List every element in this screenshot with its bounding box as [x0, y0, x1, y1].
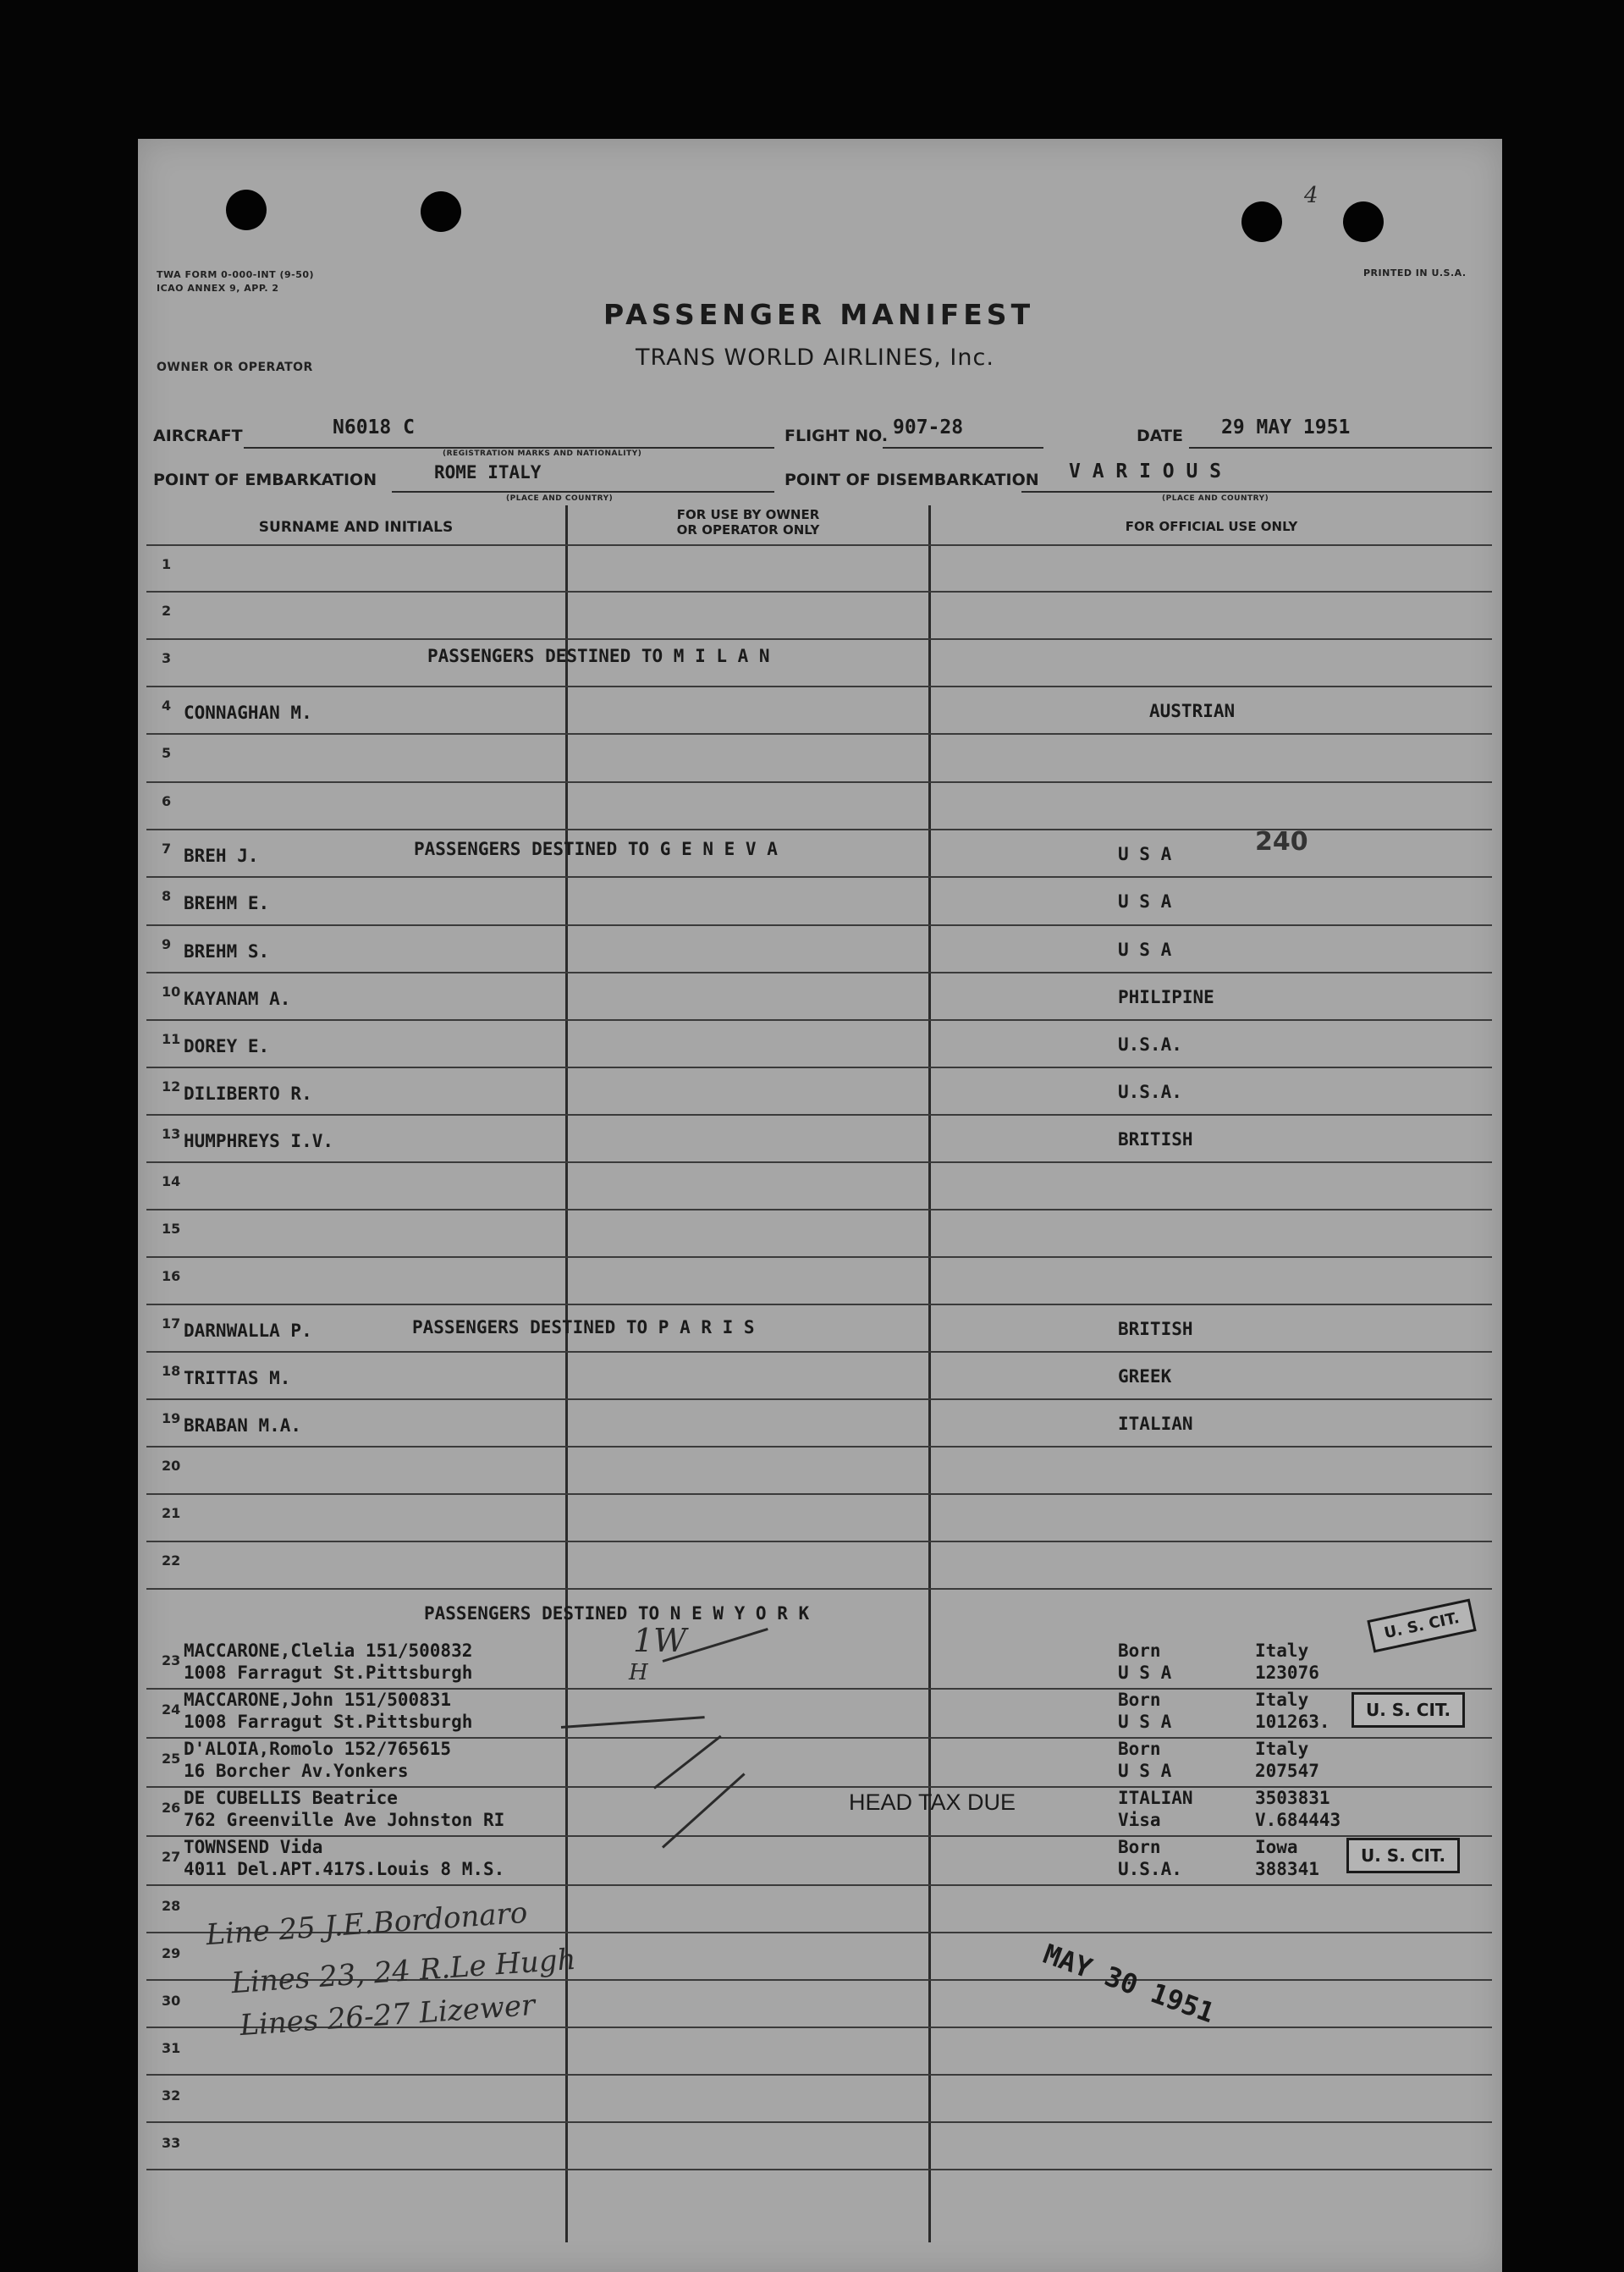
nationality: U S A	[1118, 940, 1172, 960]
table-row	[146, 638, 1492, 687]
official-entry: Visa	[1118, 1810, 1161, 1830]
official-entry: Born	[1118, 1641, 1161, 1661]
row-number: 7	[162, 841, 172, 857]
passenger-name: DOREY E.	[184, 1036, 270, 1056]
row-number: 13	[162, 1126, 181, 1142]
passenger-name: DILIBERTO R.	[184, 1084, 312, 1104]
table-row	[146, 1446, 1492, 1495]
nationality: BRITISH	[1118, 1129, 1193, 1150]
row-number: 15	[162, 1221, 181, 1237]
uscit-stamp-1: U. S. CIT.	[1367, 1599, 1476, 1653]
table-row	[146, 1161, 1492, 1210]
table-row	[146, 1351, 1492, 1400]
table-row	[146, 1786, 1492, 1837]
passenger-name: TRITTAS M.	[184, 1368, 291, 1388]
table-row	[146, 876, 1492, 926]
disembark-caption: (PLACE AND COUNTRY)	[1162, 494, 1269, 503]
table-row	[146, 2121, 1492, 2170]
passenger-name: BREH J.	[184, 846, 259, 866]
row-number: 22	[162, 1552, 181, 1569]
table-row	[146, 924, 1492, 973]
col-official: FOR OFFICIAL USE ONLY	[1125, 519, 1298, 534]
manifest-sheet	[138, 139, 1502, 2272]
row-number: 26	[162, 1800, 181, 1816]
table-row	[146, 1688, 1492, 1739]
official-entry: Born	[1118, 1739, 1161, 1759]
table-row	[146, 544, 1492, 593]
row-number: 25	[162, 1751, 181, 1767]
section-paris: PASSENGERS DESTINED TO P A R I S	[412, 1317, 755, 1337]
official-entry: Italy	[1255, 1641, 1309, 1661]
passenger-address: 4011 Del.APT.417S.Louis 8 M.S.	[184, 1859, 505, 1879]
nationality: ITALIAN	[1118, 1414, 1193, 1434]
head-tax-due: HEAD TAX DUE	[849, 1789, 1016, 1815]
official-entry: 123076	[1255, 1663, 1319, 1683]
official-entry: 388341	[1255, 1859, 1319, 1879]
row-number: 6	[162, 793, 172, 809]
form-id: TWA FORM 0-000-INT (9-50)	[157, 269, 315, 280]
col-owner-2: OR OPERATOR ONLY	[676, 522, 820, 538]
table-row	[146, 1737, 1492, 1788]
row-number: 19	[162, 1410, 181, 1426]
row-number: 30	[162, 1993, 181, 2009]
aircraft-caption: (REGISTRATION MARKS AND NATIONALITY)	[443, 449, 642, 458]
official-entry: U S A	[1118, 1712, 1172, 1732]
nationality: GREEK	[1118, 1366, 1172, 1387]
official-entry: U S A	[1118, 1761, 1172, 1781]
embark-caption: (PLACE AND COUNTRY)	[506, 494, 614, 503]
col-owner-1: FOR USE BY OWNER	[676, 507, 820, 522]
table-row	[146, 1067, 1492, 1116]
passenger-address: 762 Greenville Ave Johnston RI	[184, 1810, 505, 1830]
row-number: 24	[162, 1701, 181, 1718]
passenger-address: 16 Borcher Av.Yonkers	[184, 1761, 409, 1781]
row-number: 10	[162, 984, 181, 1000]
embark-label: POINT OF EMBARKATION	[153, 471, 377, 489]
passenger-name: BRABAN M.A.	[184, 1415, 302, 1436]
passenger-name: CONNAGHAN M.	[184, 703, 312, 723]
passenger-name: TOWNSEND Vida	[184, 1837, 323, 1857]
punch-hole-center	[421, 191, 461, 232]
table-row	[146, 1639, 1492, 1690]
received-date-stamp: MAY 30 1951	[1039, 1938, 1219, 2030]
geneva-number: 240	[1255, 827, 1308, 857]
row-number: 23	[162, 1652, 181, 1668]
table-row	[146, 1493, 1492, 1542]
official-entry: V.684443	[1255, 1810, 1341, 1830]
passenger-name: MACCARONE,John 151/500831	[184, 1690, 452, 1710]
handwritten-line-30: Lines 26-27 Lizewer	[239, 1988, 537, 2043]
col-surname: SURNAME AND INITIALS	[258, 519, 454, 536]
table-row	[146, 781, 1492, 830]
table-row	[146, 2074, 1492, 2123]
nationality: U.S.A.	[1118, 1034, 1182, 1055]
passenger-name: HUMPHREYS I.V.	[184, 1131, 334, 1151]
flight-label: FLIGHT NO.	[784, 427, 889, 445]
uscit-stamp-2: U. S. CIT.	[1351, 1692, 1465, 1728]
row-number: 21	[162, 1505, 181, 1521]
official-entry: 101263.	[1255, 1712, 1330, 1732]
handwritten-line-28: Line 25 J.E.Bordonaro	[205, 1895, 529, 1953]
row-number: 8	[162, 888, 172, 904]
row-number: 12	[162, 1078, 181, 1095]
row-number: 17	[162, 1315, 181, 1332]
date-value: 29 MAY 1951	[1221, 416, 1351, 438]
row-number: 1	[162, 556, 172, 572]
punch-hole-right-a	[1241, 201, 1282, 242]
row-number: 29	[162, 1945, 181, 1961]
row-number: 3	[162, 650, 172, 666]
printed-in: PRINTED IN U.S.A.	[1363, 267, 1467, 278]
official-entry: Born	[1118, 1837, 1161, 1857]
passenger-address: 1008 Farragut St.Pittsburgh	[184, 1663, 473, 1683]
table-row	[146, 1209, 1492, 1258]
table-row	[146, 972, 1492, 1021]
passenger-name: KAYANAM A.	[184, 989, 291, 1009]
official-entry: Iowa	[1255, 1837, 1298, 1857]
nationality: AUSTRIAN	[1149, 701, 1236, 721]
section-newyork: PASSENGERS DESTINED TO N E W Y O R K	[424, 1603, 810, 1624]
row-number: 33	[162, 2135, 181, 2151]
table-row	[146, 591, 1492, 640]
nationality: PHILIPINE	[1118, 987, 1214, 1007]
nationality: U.S.A.	[1118, 1082, 1182, 1102]
section-milan: PASSENGERS DESTINED TO M I L A N	[427, 646, 770, 666]
passenger-address: 1008 Farragut St.Pittsburgh	[184, 1712, 473, 1732]
aircraft-value: N6018 C	[333, 416, 415, 438]
punch-hole-right-b	[1343, 201, 1384, 242]
corner-mark: 4	[1304, 183, 1318, 208]
table-row	[146, 1256, 1492, 1305]
official-entry: U S A	[1118, 1663, 1172, 1683]
section-geneva: PASSENGERS DESTINED TO G E N E V A	[414, 839, 778, 859]
table-row	[146, 1835, 1492, 1886]
handwritten-mark-24: H	[629, 1660, 648, 1685]
row-number: 28	[162, 1898, 181, 1914]
row-number: 20	[162, 1458, 181, 1474]
official-entry: ITALIAN	[1118, 1788, 1193, 1808]
flight-value: 907-28	[893, 416, 964, 438]
table-row	[146, 686, 1492, 735]
official-entry: Italy	[1255, 1690, 1309, 1710]
aircraft-label: AIRCRAFT	[153, 427, 243, 445]
page-title: PASSENGER MANIFEST	[603, 298, 1035, 331]
date-label: DATE	[1137, 427, 1183, 445]
passenger-name: MACCARONE,Clelia 151/500832	[184, 1641, 473, 1661]
nationality: U S A	[1118, 844, 1172, 864]
passenger-name: BREHM S.	[184, 941, 270, 962]
row-number: 9	[162, 936, 172, 952]
row-number: 4	[162, 698, 172, 714]
row-number: 2	[162, 603, 172, 619]
row-number: 11	[162, 1031, 181, 1047]
row-number: 14	[162, 1173, 181, 1189]
passenger-name: BREHM E.	[184, 893, 270, 913]
handwritten-mark-23: 1W	[633, 1622, 687, 1659]
table-row	[146, 1541, 1492, 1590]
table-row	[146, 1114, 1492, 1163]
row-number: 5	[162, 745, 172, 761]
row-number: 16	[162, 1268, 181, 1284]
official-entry: U.S.A.	[1118, 1859, 1182, 1879]
owner-label: OWNER OR OPERATOR	[157, 361, 313, 374]
row-number: 27	[162, 1849, 181, 1865]
passenger-name: DARNWALLA P.	[184, 1321, 312, 1341]
punch-hole-left	[226, 190, 267, 230]
official-entry: Born	[1118, 1690, 1161, 1710]
row-number: 18	[162, 1363, 181, 1379]
passenger-name: DE CUBELLIS Beatrice	[184, 1788, 398, 1808]
table-row	[146, 733, 1492, 783]
embark-value: ROME ITALY	[434, 462, 542, 483]
passenger-name: D'ALOIA,Romolo 152/765615	[184, 1739, 452, 1759]
official-entry: 207547	[1255, 1761, 1319, 1781]
uscit-stamp-3: U. S. CIT.	[1346, 1838, 1460, 1873]
nationality: U S A	[1118, 891, 1172, 912]
table-row	[146, 1304, 1492, 1353]
handwritten-line-29: Lines 23, 24 R.Le Hugh	[230, 1942, 577, 2001]
row-number: 32	[162, 2087, 181, 2104]
official-entry: 3503831	[1255, 1788, 1330, 1808]
disembark-label: POINT OF DISEMBARKATION	[784, 471, 1039, 489]
row-number: 31	[162, 2040, 181, 2056]
icao-ref: ICAO ANNEX 9, APP. 2	[157, 283, 279, 294]
nationality: BRITISH	[1118, 1319, 1193, 1339]
disembark-value: V A R I O U S	[1069, 460, 1222, 483]
official-entry: Italy	[1255, 1739, 1309, 1759]
passenger-table	[146, 500, 1492, 2237]
table-row	[146, 1398, 1492, 1448]
airline-name: TRANS WORLD AIRLINES, Inc.	[636, 345, 994, 371]
table-row	[146, 1019, 1492, 1068]
